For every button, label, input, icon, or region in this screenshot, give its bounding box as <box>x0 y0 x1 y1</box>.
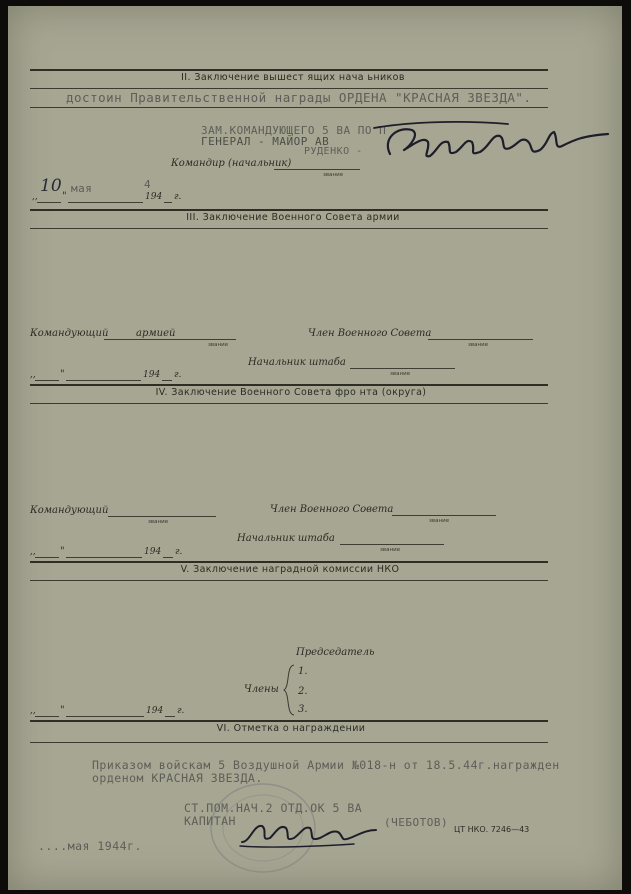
year-prefix: 194 <box>146 706 164 716</box>
typed-sign-line1: СТ.ПОМ.НАЧ.2 ОТД.ОК 5 ВА <box>184 801 363 815</box>
year-prefix: 194 <box>143 370 161 380</box>
army-commander-label: Командующий <box>30 328 109 339</box>
date-month: мая <box>71 182 93 195</box>
typed-name: РУДЕНКО - <box>304 146 363 157</box>
year-prefix: 194 <box>144 547 162 557</box>
members-brace <box>282 664 296 716</box>
rule <box>30 742 548 743</box>
typed-title-line1: ЗАМ.КОМАНДУЮЩЕГО 5 ВА ПО П <box>201 124 387 137</box>
date-year-digit: 4 <box>144 178 152 191</box>
chief-rank-caption: звание <box>390 371 411 377</box>
typed-title-line2: ГЕНЕРАЛ - МАЙОР АВ <box>201 135 330 148</box>
rule <box>30 561 548 563</box>
section-2-heading: II. Заключение вышест ящих нача ьников <box>181 72 405 83</box>
section-3-heading: III. Заключение Военного Совета армии <box>186 212 400 223</box>
chief-of-staff-label: Начальник штаба <box>237 533 335 544</box>
rule <box>30 384 548 386</box>
year-suffix: г. <box>177 706 185 716</box>
rule <box>30 107 548 108</box>
section-4-heading: IV. Заключение Военного Совета фро нта (округа) <box>155 387 427 398</box>
chairman-label: Председатель <box>296 647 375 658</box>
council-member-label: Член Военного Совета <box>308 328 432 339</box>
typed-signer-name: (ЧЕБОТОВ) <box>384 816 449 829</box>
rule <box>30 228 548 229</box>
members-label: Члены <box>244 684 279 695</box>
print-mark: ЦТ НКО. 7246—43 <box>454 825 530 834</box>
rule <box>30 209 548 211</box>
date-quote: " <box>60 705 65 716</box>
rule <box>30 88 548 89</box>
chief-of-staff-label: Начальник штаба <box>248 357 346 368</box>
council-member-label: Член Военного Совета <box>270 504 394 515</box>
front-commander-label: Командующий <box>30 505 109 516</box>
typed-order-line1: Приказом войскам 5 Воздушной Армии №018-н от 18.5.44г.награжден <box>92 758 560 772</box>
rule <box>30 720 548 722</box>
year-suffix: г. <box>174 192 182 202</box>
army-label: армией <box>136 328 176 339</box>
date-day: 10 <box>40 176 62 196</box>
council-rank-caption: звание <box>468 342 489 348</box>
award-sheet-page: II. Заключение вышест ящих нача ьников достоин Правительственной награды ОРДЕНА "КРАСНАЯ ЗВЕЗДА". ЗАМ.КОМАНДУЮЩЕГО 5 ВА ПО П ГЕНЕРАЛ - МАЙОР АВ РУДЕНКО - Командир (начальник) звание 10 мая 4 ,, " 194 г. III. Заключение Военного Совета армии Командующий армией звание Член Военного Совета звание Начальник штаба звание ,, " 194 г. IV. Заключение Военного Совета фро нта (округа) Командующий звание Член Военного Совета звание Начальник штаба звание ,, " 194 г. V. Заключение наградной комиссии НКО Председатель Члены 1. 2. 3. ,, " 194 г. VI. Отметка о награждении Приказом войскам 5 Воздушной Армии №018-н от 18.5.44г.награжден орденом КРАСНАЯ ЗВЕЗДА. СТ.ПОМ.НАЧ.2 ОТД.ОК 5 ВА КАПИТАН (ЧЕБОТОВ) ....мая 1944г. ЦТ НКО. 7246—43 <box>8 6 622 890</box>
year-suffix: г. <box>174 370 182 380</box>
rank-line <box>274 169 360 170</box>
typed-order-line2: орденом КРАСНАЯ ЗВЕЗДА. <box>92 771 263 785</box>
rule <box>30 580 548 581</box>
rule <box>30 403 548 404</box>
date-quote: " <box>62 191 67 202</box>
signature-section-2 <box>368 116 618 176</box>
typed-conclusion: достоин Правительственной награды ОРДЕНА "КРАСНАЯ ЗВЕЗДА". <box>66 90 532 105</box>
typed-date: ....мая 1944г. <box>38 839 142 853</box>
date-quote: " <box>60 546 65 557</box>
council-rank-caption: звание <box>429 518 450 524</box>
chief-rank-caption: звание <box>380 547 401 553</box>
member-1-number: 1. <box>298 666 308 677</box>
member-2-number: 2. <box>298 686 308 697</box>
year-prefix: 194 <box>145 192 163 202</box>
commander-label: Командир (начальник) <box>171 158 292 169</box>
section-6-heading: VI. Отметка о награждении <box>216 723 366 734</box>
rank-caption: звание <box>323 172 344 178</box>
rank-caption: звание <box>148 519 169 525</box>
rank-caption: звание <box>208 342 229 348</box>
member-3-number: 3. <box>298 704 308 715</box>
year-suffix: г. <box>175 547 183 557</box>
typed-sign-line2: КАПИТАН <box>184 814 236 828</box>
date-quote: " <box>60 369 65 380</box>
section-5-heading: V. Заключение наградной комиссии НКО <box>180 564 400 575</box>
signature-section-6 <box>236 812 386 852</box>
top-rule <box>30 69 548 71</box>
